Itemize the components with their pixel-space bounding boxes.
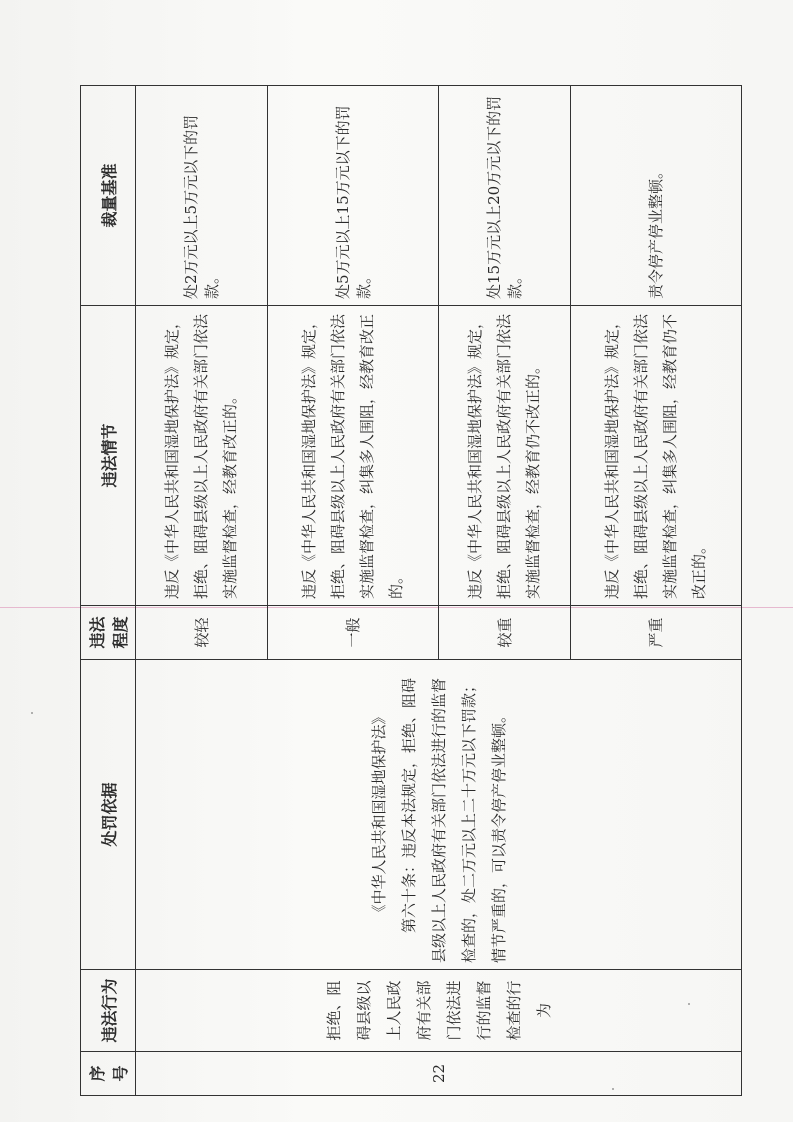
rotated-table-wrapper — [80, 86, 742, 1096]
header-circumstance: 违法情节 — [81, 306, 136, 606]
degree-cell: 严重 — [570, 606, 741, 660]
standard-cell: 处2万元以上5万元以下的罚款。 — [136, 86, 268, 306]
violation-act: 拒绝、阻碍县级以上人民政府有关部门依法进行的监督检查的行为 — [136, 970, 742, 1052]
header-no: 序号 — [81, 1052, 136, 1096]
degree-cell: 一般 — [267, 606, 438, 660]
standard-cell: 责令停产停业整顿。 — [570, 86, 741, 306]
header-basis: 处罚依据 — [81, 660, 136, 970]
degree-cell: 较轻 — [136, 606, 268, 660]
standard-cell: 处15万元以上20万元以下的罚款。 — [438, 86, 570, 306]
circumstance-cell: 违反《中华人民共和国湿地保护法》规定，拒绝、阻碍县级以上人民政府有关部门依法实施监督检查，经教育改正的。 — [136, 306, 268, 606]
header-degree: 违法程度 — [81, 606, 136, 660]
penalty-basis — [136, 660, 742, 970]
degree-cell: 较重 — [438, 606, 570, 660]
header-act: 违法行为 — [81, 970, 136, 1052]
penalty-discretion-table — [80, 85, 742, 1096]
table-row — [136, 86, 268, 1096]
standard-cell: 处5万元以上15万元以下的罚款。 — [267, 86, 438, 306]
law-title: 《中华人民共和国湿地保护法》 — [369, 709, 388, 920]
law-article: 第六十条：违反本法规定，拒绝、阻碍县级以上人民政府有关部门依法进行的监督检查的，处二万元以上二十万元以下罚款；情节严重的，可以责令停产停业整顿。 — [399, 677, 508, 963]
header-standard: 裁量基准 — [81, 86, 136, 306]
circumstance-cell: 违反《中华人民共和国湿地保护法》规定，拒绝、阻碍县级以上人民政府有关部门依法实施监督检查，纠集多人围阻，经教育改正的。 — [267, 306, 438, 606]
circumstance-cell: 违反《中华人民共和国湿地保护法》规定，拒绝、阻碍县级以上人民政府有关部门依法实施监督检查，纠集多人围阻，经教育仍不改正的。 — [570, 306, 741, 606]
scan-speck — [31, 712, 33, 714]
circumstance-cell: 违反《中华人民共和国湿地保护法》规定，拒绝、阻碍县级以上人民政府有关部门依法实施监督检查，经教育仍不改正的。 — [438, 306, 570, 606]
row-number: 22 — [136, 1052, 742, 1096]
table-header-row — [81, 86, 136, 1096]
